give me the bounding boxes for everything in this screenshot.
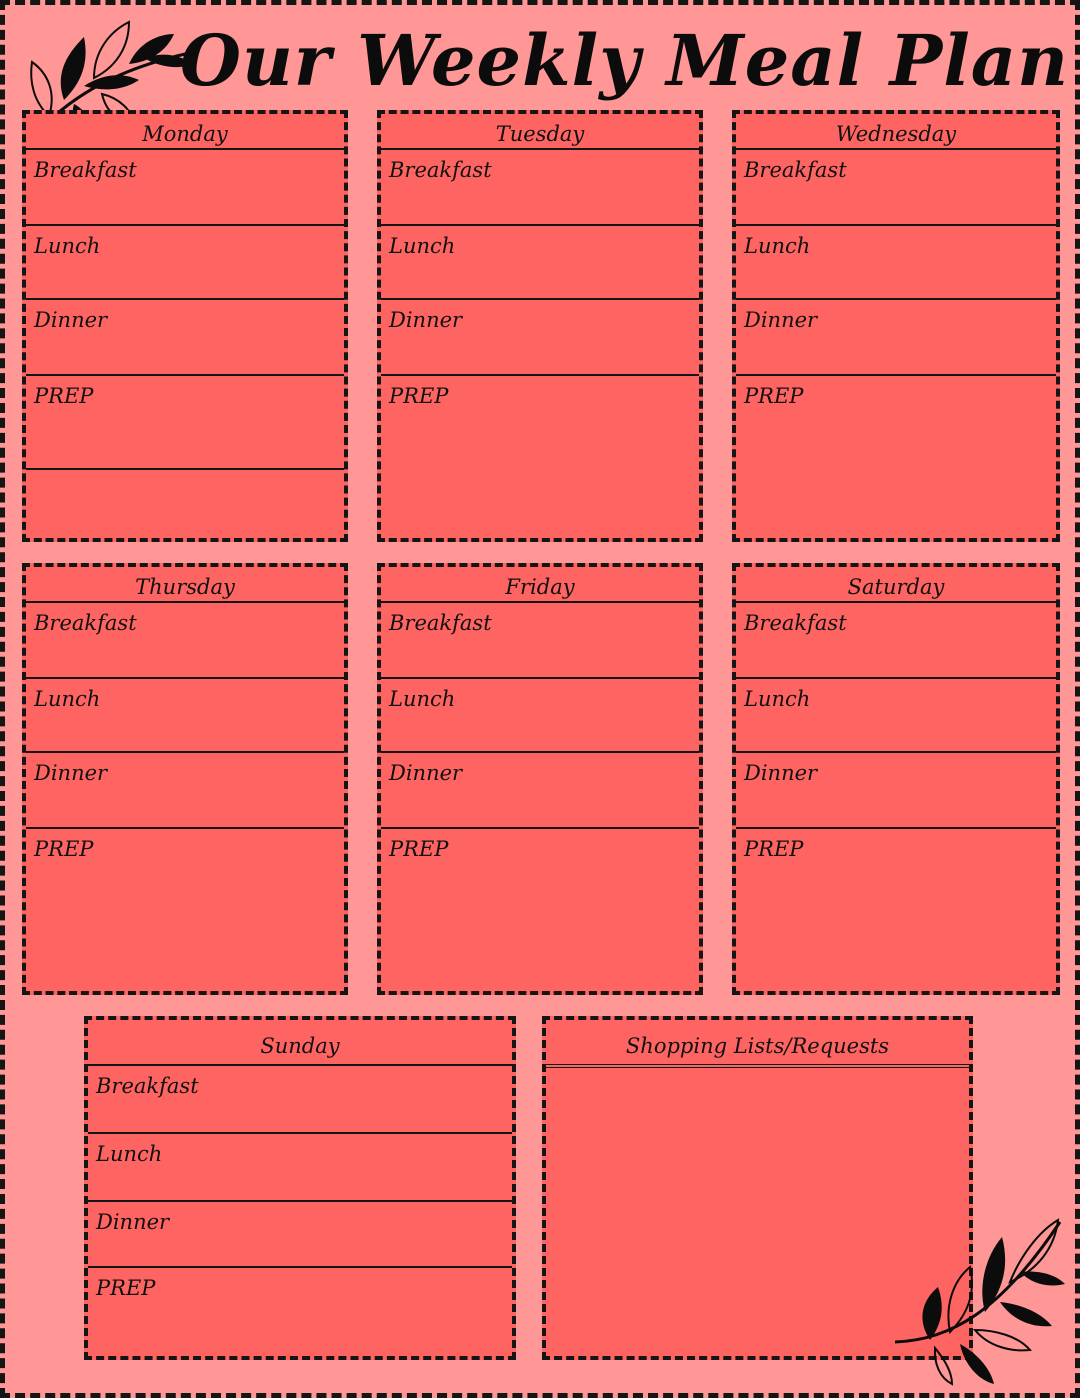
meal-label: Lunch [34,234,101,258]
meal-row-lunch[interactable] [88,1134,512,1202]
meal-label: Lunch [34,687,101,711]
day-title: Sunday [88,1020,512,1066]
day-title: Saturday [736,567,1056,603]
meal-label: Dinner [389,761,463,785]
meal-row-dinner[interactable] [26,300,344,376]
meal-label: Breakfast [96,1074,199,1098]
meal-row-dinner[interactable] [381,300,699,376]
day-card-tuesday [377,110,703,542]
meal-label: PREP [744,837,804,861]
day-card-wednesday [732,110,1060,542]
meal-label: PREP [96,1276,156,1300]
day-title: Thursday [26,567,344,603]
meal-label: PREP [34,384,94,408]
meal-row-dinner[interactable] [736,753,1056,829]
meal-row-breakfast[interactable] [88,1066,512,1134]
meal-row-prep[interactable] [381,829,699,993]
meal-row-dinner[interactable] [88,1202,512,1268]
meal-label: Breakfast [389,611,492,635]
meal-label: Breakfast [34,158,137,182]
meal-row-breakfast[interactable] [381,150,699,226]
meal-label: PREP [34,837,94,861]
shopping-list-title: Shopping Lists/Requests [546,1020,969,1068]
meal-row-prep[interactable] [736,829,1056,993]
meal-label: Breakfast [34,611,137,635]
meal-row-prep[interactable] [381,376,699,540]
page-title: Our Weekly Meal Plan [180,19,1070,102]
day-card-saturday [732,563,1060,995]
meal-label: Lunch [389,234,456,258]
meal-label: Breakfast [389,158,492,182]
meal-row-lunch[interactable] [736,226,1056,300]
meal-row-prep[interactable] [88,1268,512,1358]
day-card-thursday [22,563,348,995]
day-card-monday [22,110,348,542]
meal-label: Dinner [34,308,108,332]
meal-label: PREP [389,837,449,861]
meal-row-lunch[interactable] [381,226,699,300]
meal-row-breakfast[interactable] [736,603,1056,679]
meal-row-dinner[interactable] [381,753,699,829]
meal-label: PREP [389,384,449,408]
meal-label: Lunch [389,687,456,711]
meal-label: Dinner [34,761,108,785]
day-card-sunday [84,1016,516,1360]
day-title: Wednesday [736,114,1056,150]
day-title: Friday [381,567,699,603]
meal-row-breakfast[interactable] [736,150,1056,226]
meal-row-prep[interactable] [26,376,344,470]
meal-row-breakfast[interactable] [381,603,699,679]
meal-row-breakfast[interactable] [26,603,344,679]
meal-label: Dinner [744,308,818,332]
meal-row-dinner[interactable] [736,300,1056,376]
day-card-friday [377,563,703,995]
day-title: Tuesday [381,114,699,150]
day-title: Monday [26,114,344,150]
meal-row-lunch[interactable] [26,679,344,753]
meal-label: Dinner [744,761,818,785]
meal-row-lunch[interactable] [736,679,1056,753]
meal-row-prep[interactable] [736,376,1056,540]
meal-row-prep[interactable] [26,829,344,993]
meal-row-breakfast[interactable] [26,150,344,226]
meal-row-extra[interactable] [26,470,344,540]
meal-label: Breakfast [744,158,847,182]
meal-row-lunch[interactable] [381,679,699,753]
meal-label: Lunch [744,234,811,258]
meal-row-dinner[interactable] [26,753,344,829]
meal-label: Dinner [96,1210,170,1234]
meal-label: Breakfast [744,611,847,635]
meal-label: PREP [744,384,804,408]
leaf-sprig-icon [890,1212,1070,1387]
meal-label: Lunch [744,687,811,711]
meal-label: Dinner [389,308,463,332]
meal-label: Lunch [96,1142,163,1166]
meal-row-lunch[interactable] [26,226,344,300]
